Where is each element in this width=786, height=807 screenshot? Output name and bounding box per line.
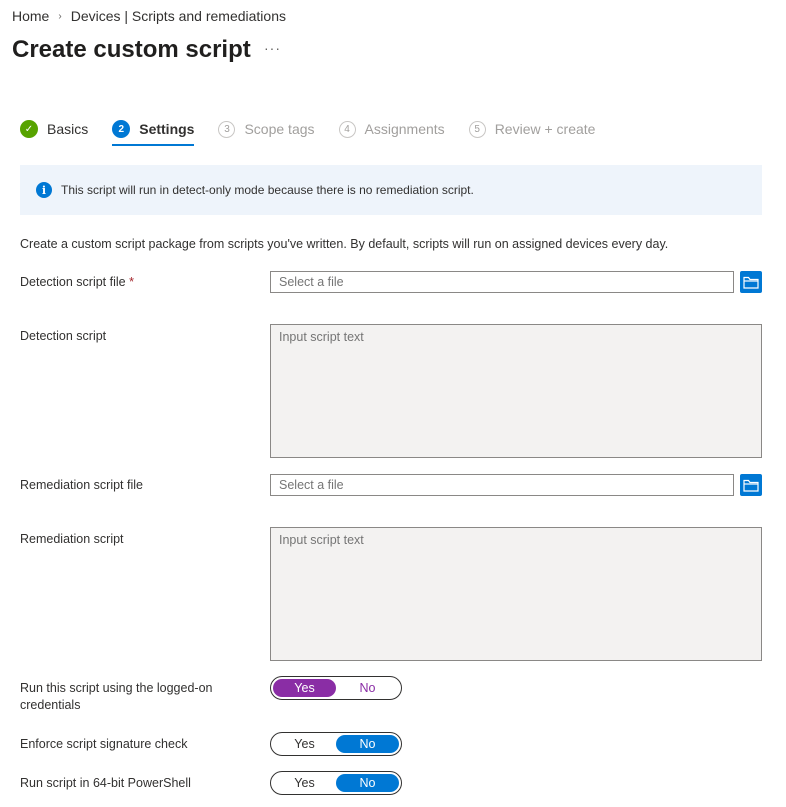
step-label: Basics (47, 121, 89, 137)
toggle-no-option[interactable]: No (336, 774, 399, 792)
intro-text: Create a custom script package from scripts you've written. By default, scripts will run on assigned devices every day. (20, 237, 669, 251)
signature-check-label: Enforce script signature check (20, 737, 188, 751)
toggle-no-option[interactable]: No (336, 735, 399, 753)
more-options-button[interactable]: ··· (264, 40, 281, 56)
step-label: Settings (139, 121, 195, 137)
folder-icon (743, 276, 759, 289)
detection-file-input[interactable] (270, 271, 734, 293)
wizard-steps (20, 118, 619, 148)
powershell-64-toggle[interactable] (270, 771, 402, 795)
step-scope-tags[interactable] (218, 118, 314, 140)
step-label: Scope tags (244, 121, 315, 137)
step-settings[interactable] (112, 118, 194, 140)
detection-script-textarea[interactable] (270, 324, 762, 458)
run-logged-on-toggle[interactable] (270, 676, 402, 700)
remediation-script-label: Remediation script (20, 532, 124, 546)
toggle-yes-option[interactable]: Yes (294, 776, 315, 790)
powershell-64-label: Run script in 64-bit PowerShell (20, 776, 191, 790)
remediation-file-browse-button[interactable] (740, 474, 762, 496)
run-logged-on-label: Run this script using the logged-on credentials (20, 681, 213, 712)
step-label: Assignments (364, 121, 445, 137)
info-icon: i (36, 182, 52, 198)
remediation-file-label: Remediation script file (20, 478, 143, 492)
required-marker: * (129, 275, 134, 289)
info-message-text: This script will run in detect-only mode because there is no remediation script. (61, 183, 474, 197)
checkmark-icon: ✓ (20, 120, 38, 138)
step-label: Review + create (494, 121, 596, 137)
page-title: Create custom script (12, 36, 251, 63)
breadcrumb-scripts-remediations[interactable]: Devices | Scripts and remediations (70, 8, 286, 24)
step-assignments[interactable] (339, 118, 445, 140)
remediation-file-input[interactable] (270, 474, 734, 496)
folder-icon (743, 479, 759, 492)
step-number: 2 (112, 120, 130, 138)
step-number: 3 (218, 121, 235, 138)
breadcrumb-separator-icon: › (58, 10, 62, 22)
info-message-bar (20, 165, 762, 215)
step-basics[interactable] (20, 118, 88, 140)
step-review-create[interactable] (469, 118, 596, 140)
detection-file-browse-button[interactable] (740, 271, 762, 293)
toggle-no-option[interactable]: No (359, 681, 376, 695)
remediation-script-textarea[interactable] (270, 527, 762, 661)
breadcrumb-home[interactable]: Home (12, 8, 50, 24)
detection-file-label: Detection script file * (20, 275, 134, 289)
step-number: 4 (339, 121, 356, 138)
toggle-yes-option[interactable]: Yes (273, 679, 336, 697)
detection-script-label: Detection script (20, 329, 107, 343)
signature-check-toggle[interactable] (270, 732, 402, 756)
toggle-yes-option[interactable]: Yes (294, 737, 315, 751)
step-number: 5 (469, 121, 486, 138)
breadcrumb (12, 8, 286, 24)
